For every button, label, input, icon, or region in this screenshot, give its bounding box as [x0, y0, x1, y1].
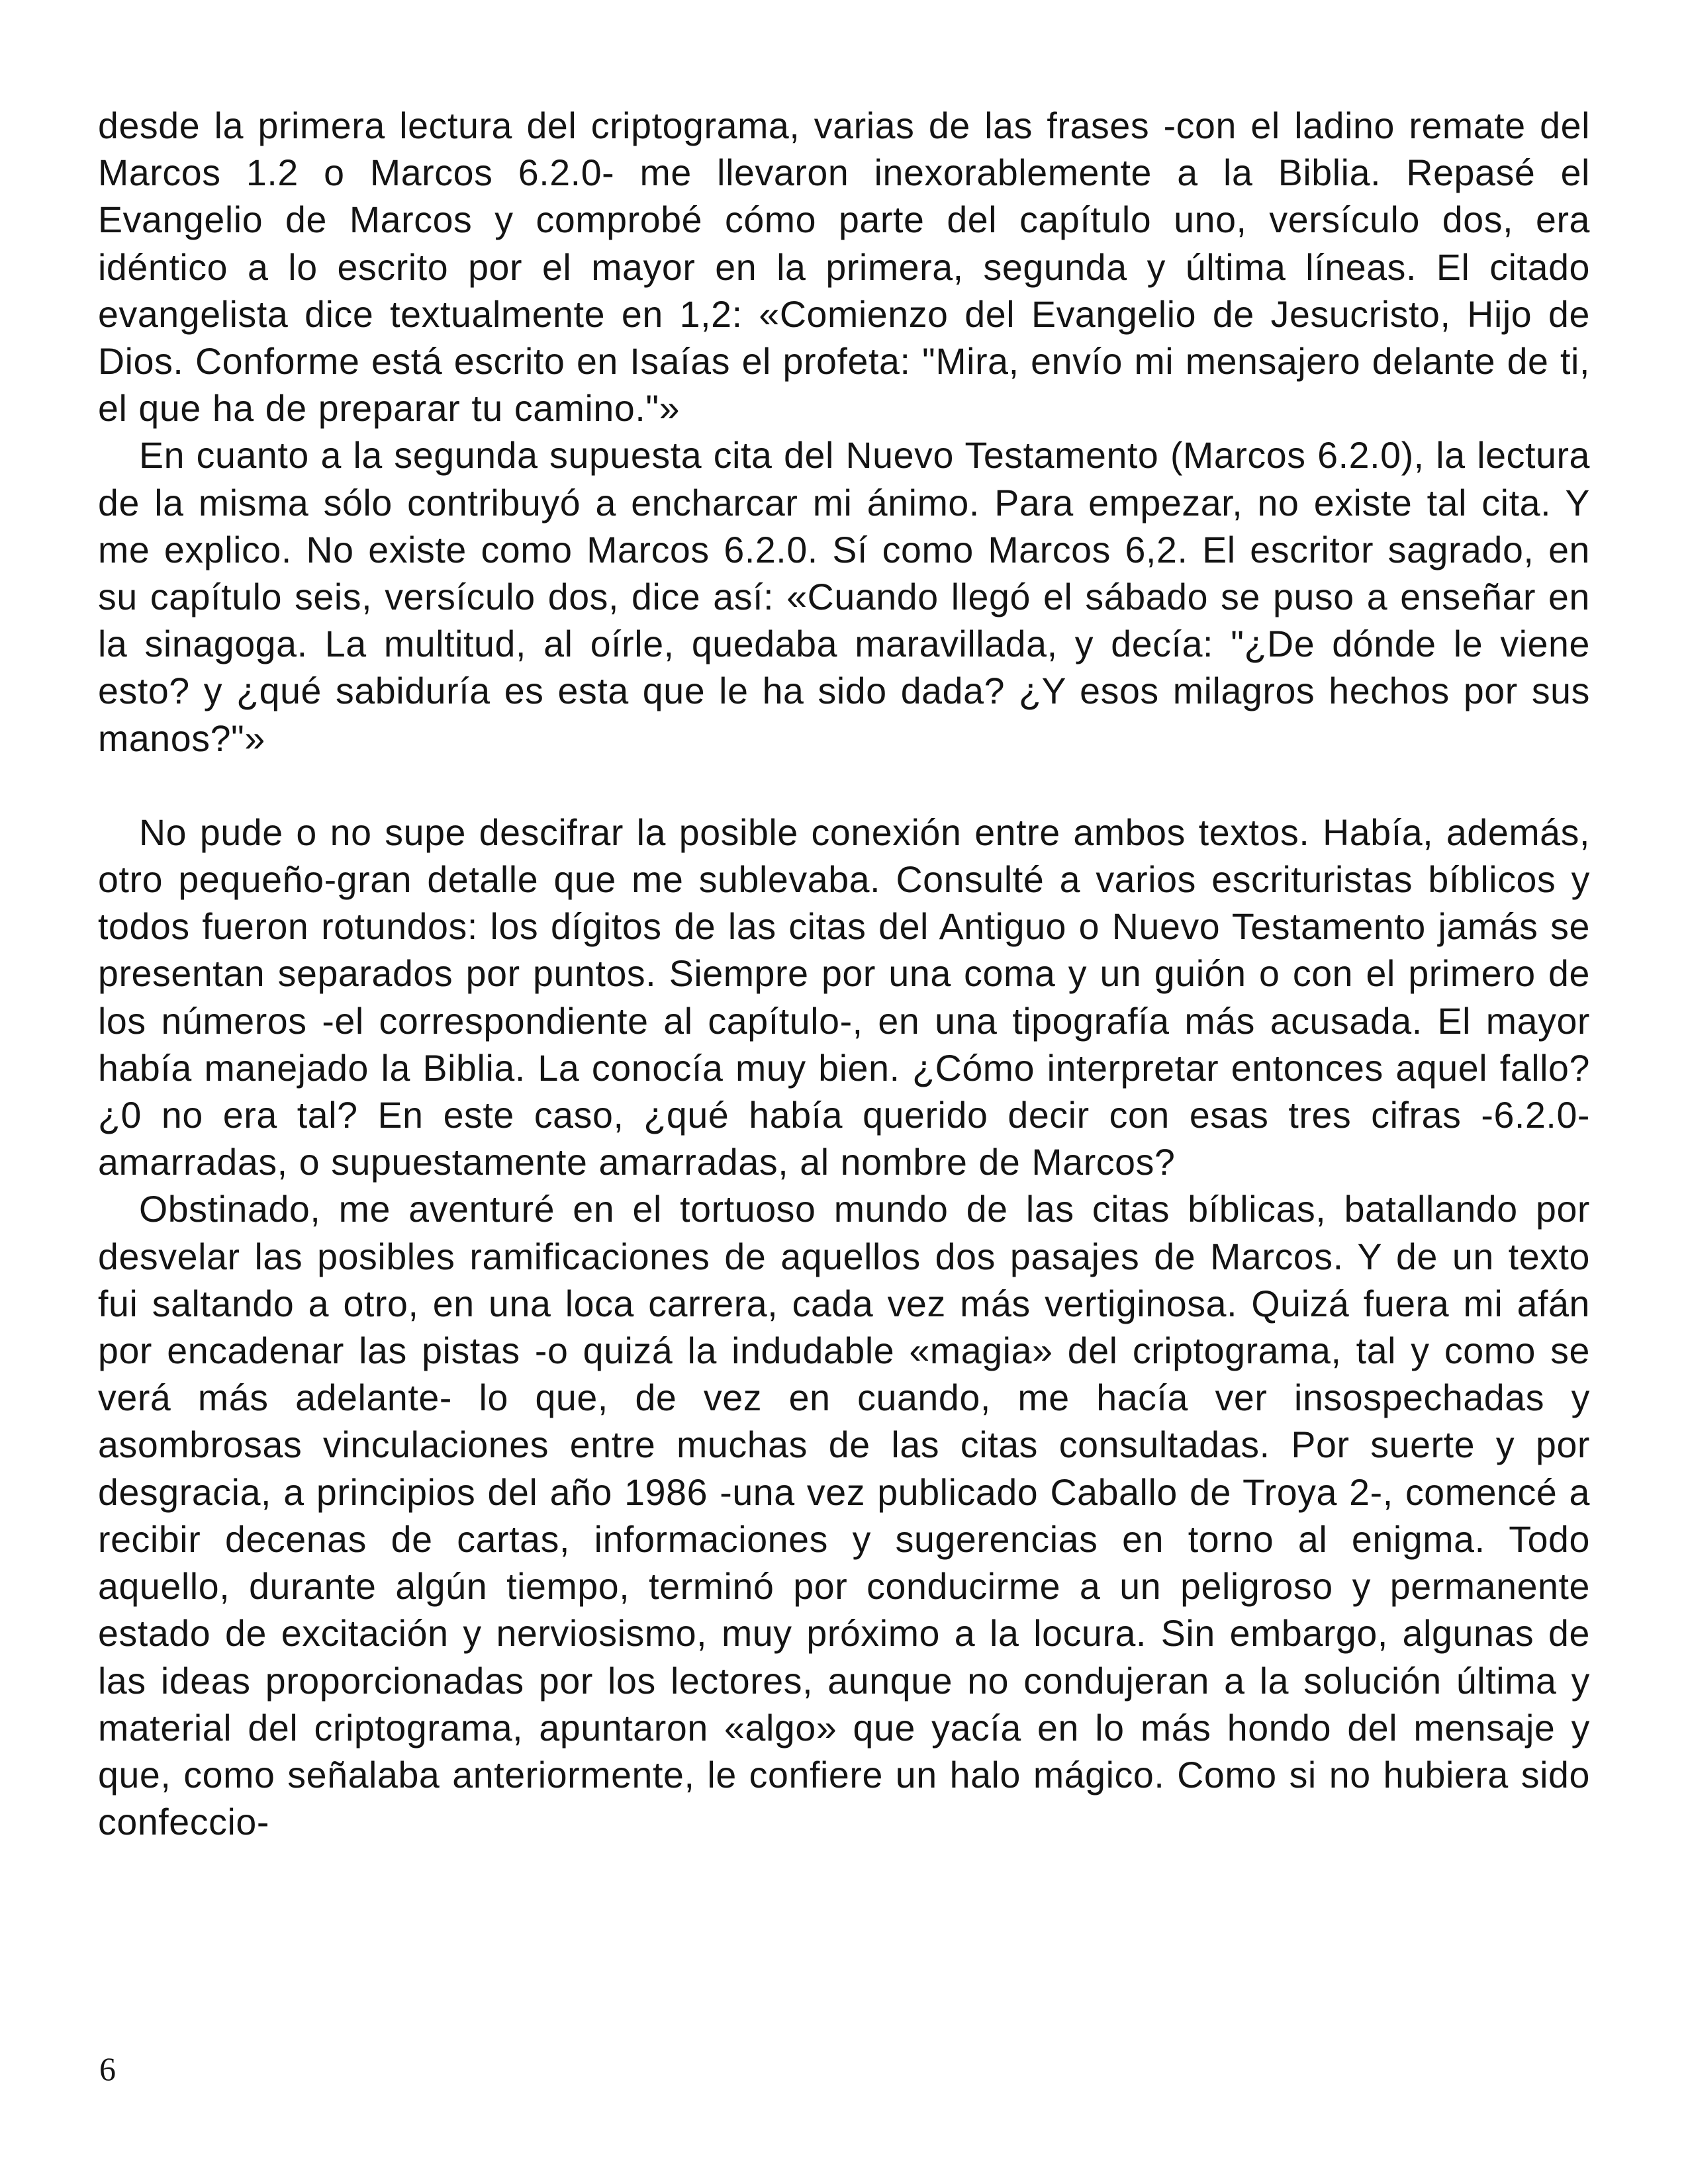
paragraph-2: En cuanto a la segunda supuesta cita del Nuevo Testamento (Marcos 6.2.0), la lectura de la misma sólo contribuyó a encharcar mi ánimo. Para empezar, no existe tal cita. Y me explico. No existe como Marcos 6.2.0. Sí como Marcos 6,2. El escritor sagrado, en su capítulo seis, versículo dos, dice así: «Cuando llegó el sábado se puso a enseñar en la sinagoga. La multitud, al oírle, quedaba maravillada, y decía: "¿De dónde le viene esto? y ¿qué sabiduría es esta que le ha sido dada? ¿Y esos milagros hechos por sus manos?"»: [98, 435, 1590, 759]
text-column: [98, 103, 1590, 1846]
paragraph-4: Obstinado, me aventuré en el tortuoso mundo de las citas bíblicas, batallando por desvelar las posibles ramificaciones de aquellos dos pasajes de Marcos. Y de un texto fui saltando a otro, en una loca carrera, cada vez más vertiginosa. Quizá fuera mi afán por encadenar las pistas -o quizá la indudable «magia» del criptograma, tal y como se verá más adelante- lo que, de vez en cuando, me hacía ver insospechadas y asombrosas vinculaciones entre muchas de las citas consultadas. Por suerte y por desgracia, a principios del año 1986 -una vez publicado Caballo de Troya 2-, comencé a recibir decenas de cartas, informaciones y sugerencias en torno al enigma. Todo aquello, durante algún tiempo, terminó por conducirme a un peligroso y permanente estado de excitación y nerviosismo, muy próximo a la locura. Sin embargo, algunas de las ideas proporcionadas por los lectores, aunque no condujeran a la solución última y material del criptograma, apuntaron «algo» que yacía en lo más hondo del mensaje y que, como señalaba anteriormente, le confiere un halo mágico. Como si no hubiera sido confeccio-: [98, 1189, 1590, 1843]
page-number: 6: [99, 2050, 116, 2087]
page-body: [98, 103, 1590, 1846]
paragraph-1: desde la primera lectura del criptograma, varias de las frases -con el ladino remate del Marcos 1.2 o Marcos 6.2.0- me llevaron inexorablemente a la Biblia. Repasé el Evangelio de Marcos y comprobé cómo parte del capítulo uno, versículo dos, era idéntico a lo escrito por el mayor en la primera, segunda y última líneas. El citado evangelista dice textualmente en 1,2: «Comienzo del Evangelio de Jesucristo, Hijo de Dios. Conforme está escrito en Isaías el profeta: "Mira, envío mi mensajero delante de ti, el que ha de preparar tu camino."»: [98, 105, 1590, 430]
paragraph-3: No pude o no supe descifrar la posible conexión entre ambos textos. Había, además, otro pequeño-gran detalle que me sublevaba. Consulté a varios escrituristas bíblicos y todos fueron rotundos: los dígitos de las citas del Antiguo o Nuevo Testamento jamás se presentan separados por puntos. Siempre por una coma y un guión o con el primero de los números -el correspondiente al capítulo-, en una tipografía más acusada. El mayor había manejado la Biblia. La conocía muy bien. ¿Cómo interpretar entonces aquel fallo? ¿0 no era tal? En este caso, ¿qué había querido decir con esas tres cifras -6.2.0- amarradas, o supuestamente amarradas, al nombre de Marcos?: [98, 811, 1590, 1183]
